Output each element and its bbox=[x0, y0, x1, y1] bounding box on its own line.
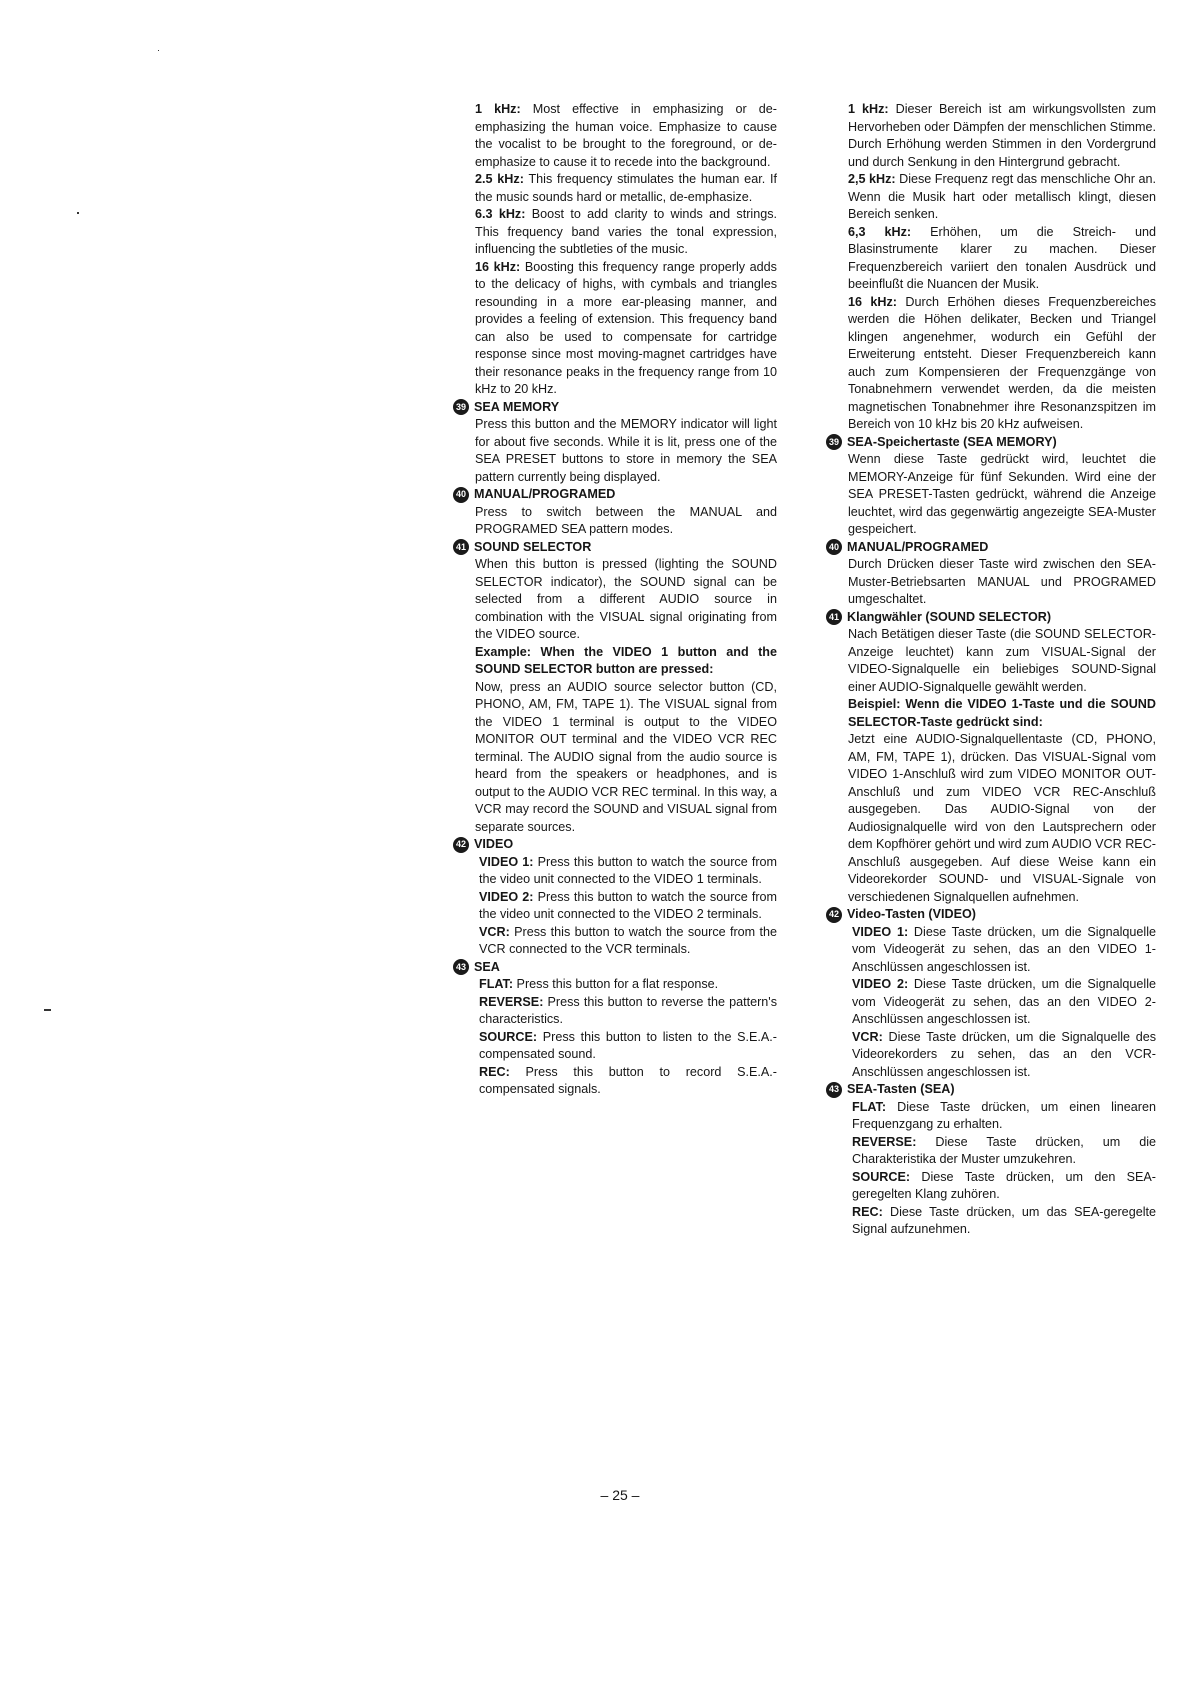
german-sea-memory-heading bbox=[826, 434, 1156, 452]
english-video2-text: Press this button to watch the source from the video unit connected to the VIDEO 2 terminals. bbox=[479, 889, 778, 921]
english-manual-programed-text: Press to switch between the MANUAL and PROGRAMED SEA pattern modes. bbox=[475, 504, 777, 536]
english-rec-text: Press this button to record S.E.A.-compensated signals. bbox=[479, 1064, 777, 1096]
german-1khz-text: Dieser Bereich ist am wirkungsvollsten zum Hervorheben oder Dämpfen der menschlichen Stimme. Durch Erhöhung werden Stimmen in den Vordergrund und durch Senkung in den Hintergrund gebracht. bbox=[848, 102, 1157, 169]
german-6-3khz-label: 6,3 kHz: bbox=[848, 224, 912, 239]
english-sea-memory-text: Press this button and the MEMORY indicator will light for about five seconds. While it is lit, press one of the SEA PRESET buttons to store in memory the SEA pattern currently being displayed. bbox=[475, 417, 777, 484]
english-sea-title: SEA bbox=[474, 959, 500, 974]
german-vcr-text: Diese Taste drücken, um die Signalquelle des Videorekorders zu sehen, das an den VCR-Anschlüssen angeschlossen ist. bbox=[852, 1029, 1157, 1079]
german-sea-heading bbox=[826, 1081, 1156, 1099]
english-source-text: Press this button to listen to the S.E.A.-compensated sound. bbox=[479, 1029, 777, 1061]
english-video-heading bbox=[453, 836, 777, 854]
german-column bbox=[828, 101, 1157, 1239]
german-16khz-text: Durch Erhöhen dieses Frequenzbereiches werden die Höhen delikater, Becken und Triangel klingen angenehmer, wodurch ein Gefühl der Erweiterung entsteht. Dieser Frequenzbereich kann auch zum Kompensieren der Frequenzgänge von Tonabnehmern verwendet werden, da die meisten magnetischen Tonabnehmer ihre Resonanzspitzen im Bereich von 10 kHz bis 20 kHz aufweisen. bbox=[848, 294, 1157, 431]
english-example-label: Example: When the VIDEO 1 button and the SOUND SELECTOR button are pressed: bbox=[475, 644, 777, 676]
english-sea-memory-title: SEA MEMORY bbox=[474, 399, 560, 414]
german-flat-text: Diese Taste drücken, um einen linearen Frequenzgang zu erhalten. bbox=[852, 1099, 1156, 1131]
english-6-3khz-paragraph bbox=[475, 206, 777, 259]
english-sound-selector-text: When this button is pressed (lighting the SOUND SELECTOR indicator), the SOUND signal can be selected from a different AUDIO source in combination with the VISUAL signal originating from the VIDEO source. bbox=[475, 557, 777, 641]
german-vcr-paragraph bbox=[848, 1029, 1156, 1082]
german-rec-paragraph bbox=[848, 1204, 1156, 1239]
english-number-41-icon: 41 bbox=[453, 539, 469, 555]
german-number-43-icon: 43 bbox=[826, 1082, 842, 1098]
english-flat-paragraph bbox=[475, 976, 777, 994]
german-6-3khz-text: Erhöhen, um die Streich- und Blasinstrumente klarer zu machen. Dieser Frequenzbereich variiert den tonalen Ausdrück und beeinflußt die Nuancen der Musik. bbox=[848, 224, 1156, 291]
english-1khz-text: Most effective in emphasizing or de-emphasizing the human voice. Emphasize to cause the vocalist to be brought to the foreground, or de-emphasize to cause it to recede into the background. bbox=[475, 102, 777, 169]
german-2-5khz-label: 2,5 kHz: bbox=[848, 172, 896, 186]
german-source-text: Diese Taste drücken, um den SEA-geregelten Klang zuhören. bbox=[852, 1169, 1156, 1201]
english-video2-label: VIDEO 2: bbox=[479, 889, 534, 904]
english-vcr-text: Press this button to watch the source from the VCR connected to the VCR terminals. bbox=[479, 924, 778, 956]
german-video2-paragraph bbox=[848, 976, 1156, 1029]
german-video1-text: Diese Taste drücken, um die Signalquelle vom Videogerät zu sehen, das an den VIDEO 1-Anschlüssen angeschlossen ist. bbox=[852, 924, 1157, 974]
english-number-39-icon: 39 bbox=[453, 399, 469, 415]
english-1khz-paragraph bbox=[475, 101, 777, 171]
english-6-3khz-text: Boost to add clarity to winds and strings. This frequency band varies the tonal expression, influencing the subtleties of the music. bbox=[475, 207, 778, 256]
german-flat-label: FLAT: bbox=[852, 1099, 887, 1114]
german-sea-title: SEA-Tasten (SEA) bbox=[847, 1082, 955, 1096]
english-2-5khz-label: 2.5 kHz: bbox=[475, 172, 524, 186]
english-reverse-paragraph bbox=[475, 994, 777, 1029]
scan-speck bbox=[77, 212, 79, 214]
german-reverse-paragraph bbox=[848, 1134, 1156, 1169]
german-manual-programed-text: Durch Drücken dieser Taste wird zwischen den SEA-Muster-Betriebsarten MANUAL und PROGRAMED umgeschaltet. bbox=[848, 557, 1156, 606]
english-16khz-label: 16 kHz: bbox=[475, 259, 521, 274]
english-vcr-paragraph bbox=[475, 924, 777, 959]
english-source-paragraph bbox=[475, 1029, 777, 1064]
german-6-3khz-paragraph bbox=[848, 224, 1156, 294]
english-2-5khz-paragraph bbox=[475, 171, 777, 206]
english-example-text: Now, press an AUDIO source selector button (CD, PHONO, AM, FM, TAPE 1). The VISUAL signal from the VIDEO 1 terminal is output to the VIDEO MONITOR OUT terminal and the VIDEO VCR REC terminal. The AUDIO signal from the audio source is heard from the speakers or headphones, and is output to the AUDIO VCR REC terminal. In this way, a VCR may record the SOUND and VISUAL signal from separate sources. bbox=[475, 679, 777, 834]
english-number-42-icon: 42 bbox=[453, 837, 469, 853]
german-rec-text: Diese Taste drücken, um das SEA-geregelte Signal aufzunehmen. bbox=[852, 1204, 1156, 1236]
english-video1-text: Press this button to watch the source from the video unit connected to the VIDEO 1 terminals. bbox=[479, 854, 778, 886]
english-sea-memory-heading bbox=[453, 399, 777, 417]
german-number-40-icon: 40 bbox=[826, 539, 842, 555]
english-source-label: SOURCE: bbox=[479, 1029, 538, 1044]
german-1khz-label: 1 kHz: bbox=[848, 102, 889, 116]
german-1khz-paragraph bbox=[848, 101, 1156, 171]
english-sound-selector-heading bbox=[453, 539, 777, 557]
english-1khz-label: 1 kHz: bbox=[475, 102, 521, 116]
scan-speck bbox=[158, 50, 159, 51]
german-manual-programed-title: MANUAL/PROGRAMED bbox=[847, 539, 989, 554]
german-video-title: Video-Tasten (VIDEO) bbox=[847, 907, 976, 921]
english-video-title: VIDEO bbox=[474, 837, 514, 851]
english-video2-paragraph bbox=[475, 889, 777, 924]
german-video1-label: VIDEO 1: bbox=[852, 924, 909, 939]
english-number-40-icon: 40 bbox=[453, 487, 469, 503]
english-rec-label: REC: bbox=[479, 1064, 510, 1079]
english-vcr-label: VCR: bbox=[479, 924, 510, 939]
english-sound-selector-title: SOUND SELECTOR bbox=[474, 539, 592, 554]
german-flat-paragraph bbox=[848, 1099, 1156, 1134]
german-example-label: Beispiel: Wenn die VIDEO 1-Taste und die SOUND SELECTOR-Taste gedrückt sind: bbox=[848, 697, 1156, 729]
german-number-41-icon: 41 bbox=[826, 609, 842, 625]
german-sea-memory-title: SEA-Speichertaste (SEA MEMORY) bbox=[847, 434, 1057, 449]
english-flat-text: Press this button for a flat response. bbox=[516, 977, 719, 991]
english-reverse-text: Press this button to reverse the pattern's characteristics. bbox=[479, 994, 778, 1026]
german-number-42-icon: 42 bbox=[826, 907, 842, 923]
german-2-5khz-text: Diese Frequenz regt das menschliche Ohr an. Wenn die Musik hart oder metallisch klingt, diesen Bereich senken. bbox=[848, 172, 1157, 221]
german-video2-label: VIDEO 2: bbox=[852, 977, 909, 991]
german-2-5khz-paragraph bbox=[848, 171, 1156, 224]
english-16khz-text: Boosting this frequency range properly adds to the delicacy of highs, with cymbals and triangles resounding in a more ear-pleasing manner, and provides a feeling of extension. This frequency band can also be used to compensate for cartridge response since most moving-magnet cartridges have their resonance peaks in the frequency range from 10 kHz to 20 kHz. bbox=[475, 259, 777, 396]
german-source-label: SOURCE: bbox=[852, 1169, 911, 1184]
english-manual-programed-title: MANUAL/PROGRAMED bbox=[474, 487, 616, 501]
german-example-text: Jetzt eine AUDIO-Signalquellentaste (CD, PHONO, AM, FM, TAPE 1), drücken. Das VISUAL-Signal vom VIDEO 1-Anschluß wird zum VIDEO MONITOR OUT-Anschluß und zum VIDEO VCR REC-Anschluß ausgegeben. Das AUDIO-Signal von der Audiosignalquelle wird von den Lautsprechern oder dem Kopfhörer gehört und wird zum AUDIO VCR REC-Anschluß ausgegeben. Auf diese Weise kann ein Videorekorder SOUND- und VISUAL-Signale von verschiedenen Signalquellen aufnehmen. bbox=[848, 732, 1156, 904]
english-2-5khz-text: This frequency stimulates the human ear. If the music sounds hard or metallic, de-emphasize. bbox=[475, 172, 777, 204]
german-video1-paragraph bbox=[848, 924, 1156, 977]
german-reverse-text: Diese Taste drücken, um die Charakteristika der Muster umzukehren. bbox=[852, 1134, 1157, 1166]
german-sound-selector-heading bbox=[826, 609, 1156, 627]
scan-speck bbox=[44, 1009, 51, 1011]
german-video2-text: Diese Taste drücken, um die Signalquelle vom Videogerät zu sehen, das an den VIDEO 2-Anschlüssen angeschlossen ist. bbox=[852, 977, 1157, 1026]
english-sea-heading bbox=[453, 959, 777, 977]
english-number-43-icon: 43 bbox=[453, 959, 469, 975]
english-manual-programed-heading bbox=[453, 486, 777, 504]
german-sound-selector-title: Klangwähler (SOUND SELECTOR) bbox=[847, 609, 1052, 624]
german-rec-label: REC: bbox=[852, 1204, 883, 1219]
german-video-heading bbox=[826, 906, 1156, 924]
english-16khz-paragraph bbox=[475, 259, 777, 399]
german-sound-selector-text: Nach Betätigen dieser Taste (die SOUND SELECTOR-Anzeige leuchtet) kann zum VISUAL-Signal der VIDEO-Signalquelle ein beliebiges SOUND-Signal einer AUDIO-Signalquelle gewählt werden. bbox=[848, 627, 1156, 694]
german-16khz-paragraph bbox=[848, 294, 1156, 434]
german-manual-programed-heading bbox=[826, 539, 1156, 557]
scan-speck bbox=[764, 588, 765, 589]
german-number-39-icon: 39 bbox=[826, 434, 842, 450]
german-sea-memory-text: Wenn diese Taste gedrückt wird, leuchtet die MEMORY-Anzeige für fünf Sekunden. Wird eine der SEA PRESET-Tasten gedrückt, während die Anzeige leuchtet, wird das gegenwärtig angezeigte SEA-Muster gespeichert. bbox=[848, 452, 1156, 536]
german-source-paragraph bbox=[848, 1169, 1156, 1204]
english-flat-label: FLAT: bbox=[479, 977, 514, 991]
english-reverse-label: REVERSE: bbox=[479, 994, 544, 1009]
german-vcr-label: VCR: bbox=[852, 1029, 883, 1044]
english-video1-label: VIDEO 1: bbox=[479, 854, 534, 869]
english-column bbox=[455, 101, 778, 1099]
english-video1-paragraph bbox=[475, 854, 777, 889]
german-reverse-label: REVERSE: bbox=[852, 1134, 917, 1149]
german-16khz-label: 16 kHz: bbox=[848, 294, 897, 309]
english-rec-paragraph bbox=[475, 1064, 777, 1099]
english-6-3khz-label: 6.3 kHz: bbox=[475, 207, 526, 221]
page-number: – 25 – bbox=[600, 1487, 640, 1503]
